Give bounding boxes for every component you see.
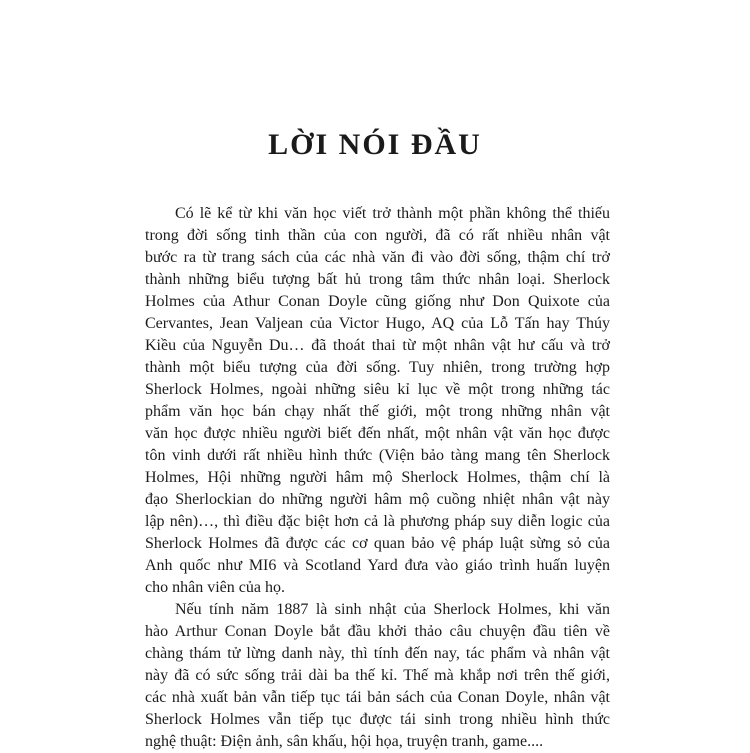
text-line: thành một biểu tượng của đời sống. Tuy nhiên, trong trường hợp (145, 359, 610, 376)
text-line: lập nên)…, thì điều đặc biệt hơn cả là phương pháp suy diễn logic của (145, 513, 610, 530)
text-line: thành những biểu tượng bất hủ trong tâm thức nhân loại. Sherlock (145, 271, 610, 288)
text-line: Cervantes, Jean Valjean của Victor Hugo, AQ của Lỗ Tấn hay Thúy (145, 315, 610, 332)
text-line: phẩm văn học bán chạy nhất thế giới, một trong những nhân vật (145, 403, 610, 420)
text-line: Sherlock Holmes, ngoài những siêu kỉ lục về một trong những tác (145, 381, 610, 398)
text-line: nghệ thuật: Điện ảnh, sân khấu, hội họa, truyện tranh, game.... (145, 733, 544, 750)
text-line: Có lẽ kể từ khi văn học viết trở thành một phần không thể thiếu (175, 205, 610, 222)
body-text (145, 203, 610, 753)
text-line: này đã có sức sống trải dài ba thế kỉ. Thế mà khắp nơi trên thế giới, (145, 667, 610, 684)
text-line: tôn vinh dưới rất nhiều hình thức (Viện bảo tàng mang tên Sherlock (145, 447, 610, 464)
text-line: đạo Sherlockian do những người hâm mộ cuồng nhiệt nhân vật này (145, 491, 610, 508)
text-line: bước ra từ trang sách của các nhà văn đi vào đời sống, thậm chí trở (145, 249, 610, 266)
text-line: cho nhân viên của họ. (145, 579, 285, 596)
paragraph-1 (145, 203, 610, 599)
text-line: Holmes, Hội những người hâm mộ Sherlock Holmes, thậm chí là (145, 469, 610, 486)
text-line: Kiều của Nguyễn Du… đã thoát thai từ một nhân vật hư cấu và trở (145, 337, 610, 354)
text-line: Anh quốc như MI6 và Scotland Yard đưa vào giáo trình huấn luyện (145, 557, 610, 574)
text-line: Nếu tính năm 1887 là sinh nhật của Sherlock Holmes, khi văn (175, 601, 610, 618)
text-line: văn học được nhiều người biết đến nhất, một nhân vật văn học được (145, 425, 610, 442)
text-line: trong đời sống tinh thần của con người, đã có rất nhiều nhân vật (145, 227, 610, 244)
text-line: Holmes của Athur Conan Doyle cũng giống như Don Quixote của (145, 293, 610, 310)
paragraph-2 (145, 599, 610, 753)
text-line: hào Arthur Conan Doyle bắt đầu khởi thảo câu chuyện đầu tiên về (145, 623, 610, 640)
text-line: Sherlock Holmes vẫn tiếp tục được tái sinh trong nhiều hình thức (145, 711, 610, 728)
text-line: Sherlock Holmes đã được các cơ quan bảo vệ pháp luật sừng sỏ của (145, 535, 610, 552)
page-title: LỜI NÓI ĐẦU (268, 128, 482, 161)
text-line: các nhà xuất bản vẫn tiếp tục tái bản sách của Conan Doyle, nhân vật (145, 689, 610, 706)
text-line: chàng thám tử lừng danh này, thì tính đến nay, tác phẩm và nhân vật (145, 645, 610, 662)
